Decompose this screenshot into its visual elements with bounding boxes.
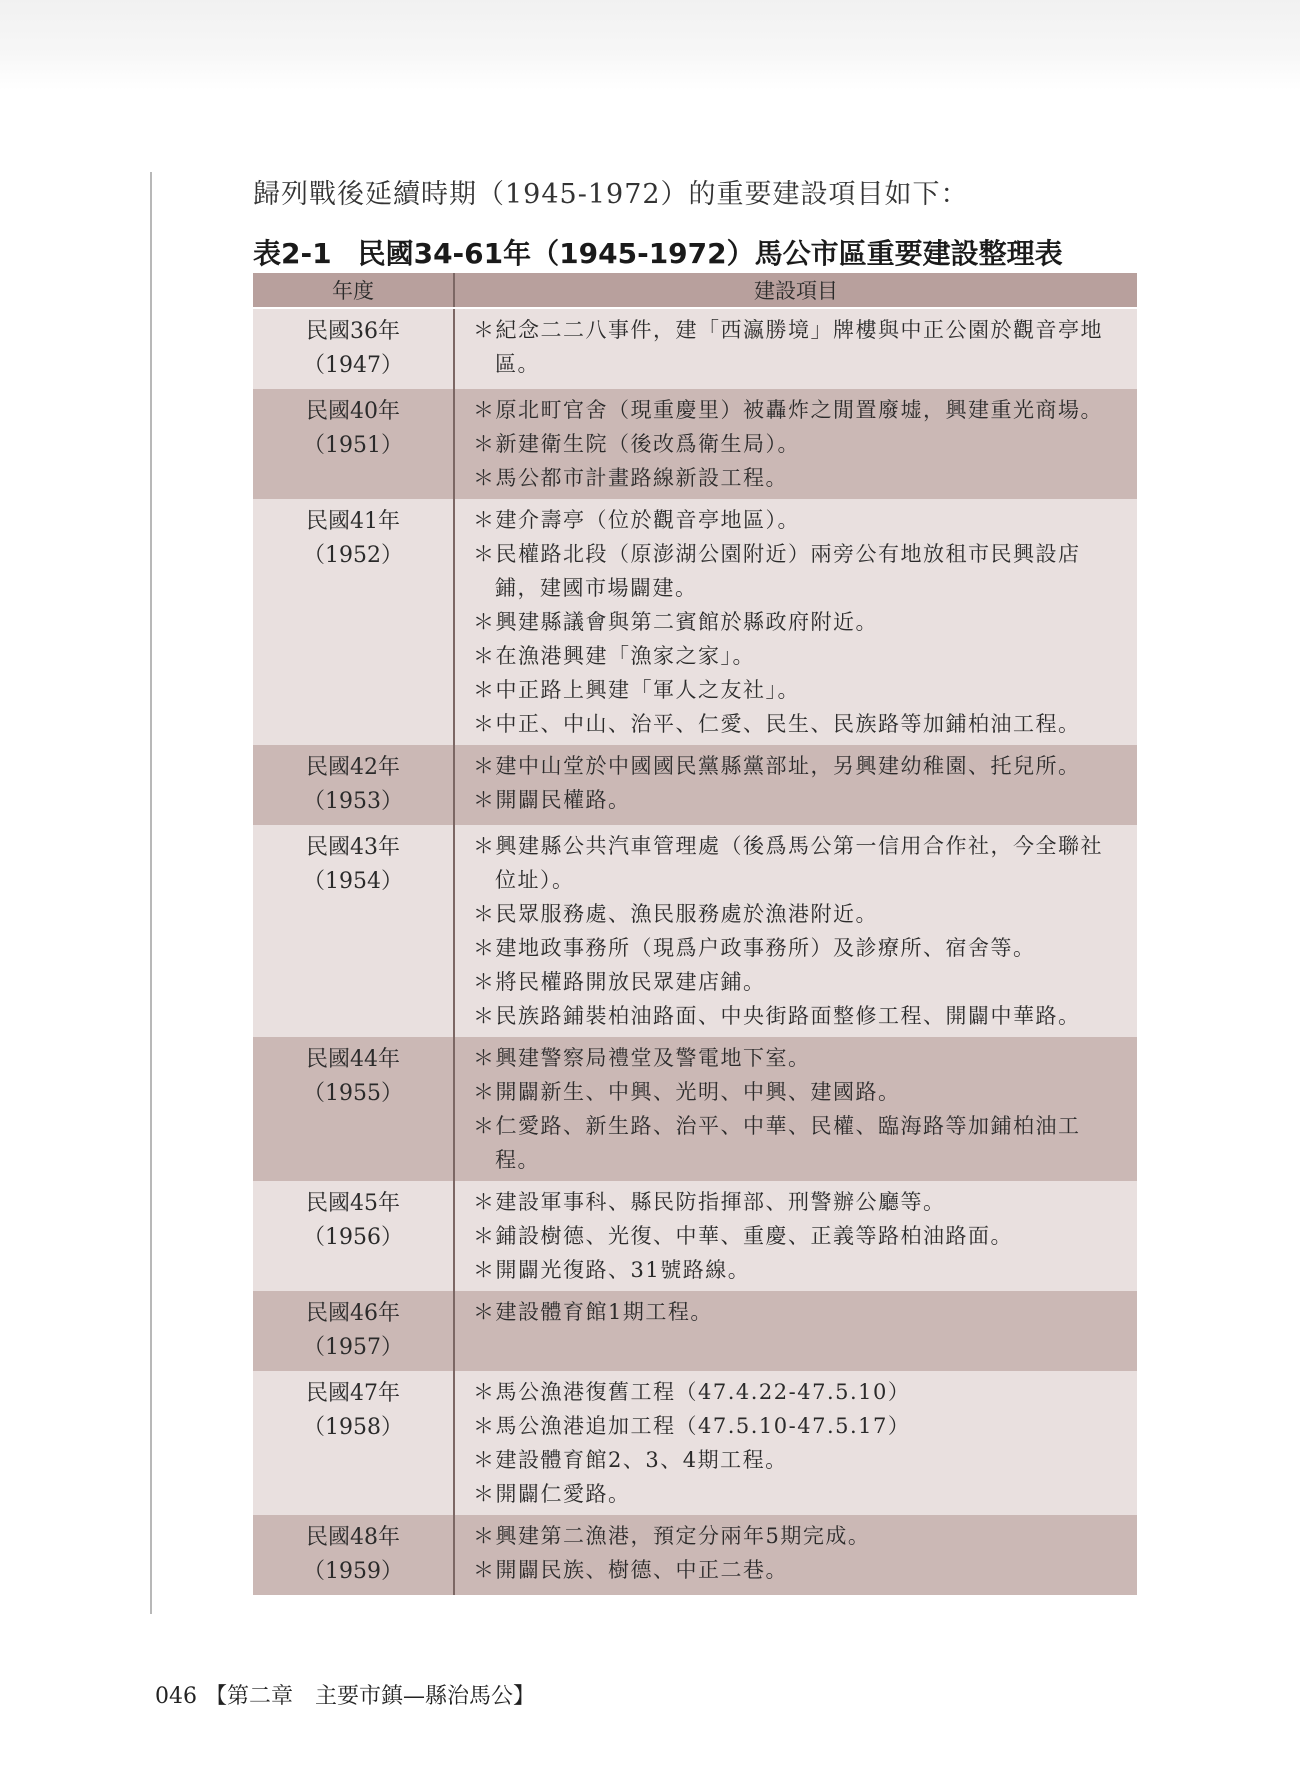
roc-year: 民國46年 xyxy=(306,1301,400,1326)
construction-item: ＊原北町官舍（現重慶里）被轟炸之閒置廢墟，興建重光商場。 xyxy=(473,398,1103,422)
roc-year: 民國45年 xyxy=(306,1191,400,1216)
construction-item: ＊中正、中山、治平、仁愛、民生、民族路等加鋪柏油工程。 xyxy=(473,712,1081,736)
year-cell xyxy=(253,825,453,1037)
construction-item: ＊興建縣公共汽車管理處（後爲馬公第一信用合作社，今全聯社位址）。 xyxy=(473,834,1103,892)
year-cell xyxy=(253,389,453,499)
ad-year: （1956） xyxy=(303,1225,403,1250)
construction-item: ＊民權路北段（原澎湖公園附近）兩旁公有地放租市民興設店鋪，建國市場闢建。 xyxy=(473,542,1081,600)
page-number: 046 xyxy=(155,1684,197,1709)
items-cell xyxy=(453,389,1137,499)
construction-item: ＊開闢民族、樹德、中正二巷。 xyxy=(473,1558,788,1582)
table-row xyxy=(253,1371,1137,1515)
header-items: 建設項目 xyxy=(453,273,1137,307)
ad-year: （1958） xyxy=(303,1415,403,1440)
roc-year: 民國48年 xyxy=(306,1525,400,1550)
ad-year: （1955） xyxy=(303,1081,403,1106)
construction-item: ＊鋪設樹德、光復、中華、重慶、正義等路柏油路面。 xyxy=(473,1224,1013,1248)
margin-rule xyxy=(150,172,152,1614)
table-row xyxy=(253,1515,1137,1595)
table-number: 表2-1 xyxy=(253,237,332,270)
construction-item: ＊馬公漁港復舊工程（47.4.22-47.5.10） xyxy=(473,1380,911,1404)
table-row xyxy=(253,1291,1137,1371)
items-cell xyxy=(453,1037,1137,1181)
ad-year: （1951） xyxy=(303,433,403,458)
year-cell xyxy=(253,1371,453,1515)
header-year: 年度 xyxy=(332,279,374,303)
ad-year: （1953） xyxy=(303,789,403,814)
construction-item: ＊建介壽亭（位於觀音亭地區）。 xyxy=(473,508,800,532)
year-cell xyxy=(253,499,453,745)
construction-item: ＊新建衛生院（後改爲衛生局）。 xyxy=(473,432,800,456)
items-cell xyxy=(453,1181,1137,1291)
table-row xyxy=(253,825,1137,1037)
construction-item: ＊開闢新生、中興、光明、中興、建國路。 xyxy=(473,1080,901,1104)
construction-item: ＊馬公漁港追加工程（47.5.10-47.5.17） xyxy=(473,1414,911,1438)
table-header xyxy=(253,273,1137,309)
year-cell xyxy=(253,1181,453,1291)
items-cell xyxy=(453,1291,1137,1371)
construction-item: ＊馬公都市計畫路線新設工程。 xyxy=(473,466,788,490)
year-cell xyxy=(253,1291,453,1371)
roc-year: 民國36年 xyxy=(306,319,400,344)
construction-item: ＊民族路鋪裝柏油路面、中央街路面整修工程、開闢中華路。 xyxy=(473,1004,1081,1028)
construction-item: ＊將民權路開放民眾建店鋪。 xyxy=(473,970,766,994)
construction-item: ＊開闢仁愛路。 xyxy=(473,1482,631,1506)
ad-year: （1952） xyxy=(303,543,403,568)
table-title: 民國34-61年（1945-1972）馬公市區重要建設整理表 xyxy=(357,237,1063,270)
construction-table xyxy=(253,273,1137,1595)
ad-year: （1957） xyxy=(303,1335,403,1360)
construction-item: ＊開闢光復路、31號路線。 xyxy=(473,1258,751,1282)
construction-item: ＊建設軍事科、縣民防指揮部、刑警辦公廳等。 xyxy=(473,1190,946,1214)
chapter-label: 【第二章 主要市鎮—縣治馬公】 xyxy=(205,1684,536,1709)
roc-year: 民國42年 xyxy=(306,755,400,780)
construction-item: ＊建設體育館1期工程。 xyxy=(473,1300,713,1324)
construction-item: ＊建設體育館2、3、4期工程。 xyxy=(473,1448,788,1472)
items-cell xyxy=(453,1515,1137,1595)
items-cell xyxy=(453,499,1137,745)
ad-year: （1954） xyxy=(303,869,403,894)
construction-item: ＊建中山堂於中國國民黨縣黨部址，另興建幼稚園、托兒所。 xyxy=(473,754,1081,778)
ad-year: （1947） xyxy=(303,353,403,378)
year-cell xyxy=(253,745,453,825)
construction-item: ＊中正路上興建「軍人之友社」。 xyxy=(473,678,800,702)
table-row xyxy=(253,1037,1137,1181)
table-row xyxy=(253,745,1137,825)
items-cell xyxy=(453,825,1137,1037)
table-row xyxy=(253,389,1137,499)
construction-item: ＊在漁港興建「漁家之家」。 xyxy=(473,644,755,668)
table-body xyxy=(253,309,1137,1595)
construction-item: ＊紀念二二八事件，建「西瀛勝境」牌樓與中正公園於觀音亭地區。 xyxy=(473,318,1103,376)
construction-item: ＊興建第二漁港，預定分兩年5期完成。 xyxy=(473,1524,871,1548)
items-cell xyxy=(453,309,1137,389)
table-row xyxy=(253,1181,1137,1291)
year-cell xyxy=(253,1515,453,1595)
year-cell xyxy=(253,1037,453,1181)
construction-item: ＊建地政事務所（現爲户政事務所）及診療所、宿舍等。 xyxy=(473,936,1036,960)
top-shade xyxy=(0,0,1300,90)
intro-paragraph: 歸列戰後延續時期（1945-1972）的重要建設項目如下： xyxy=(253,179,969,210)
construction-item: ＊興建警察局禮堂及警電地下室。 xyxy=(473,1046,811,1070)
roc-year: 民國43年 xyxy=(306,835,400,860)
year-cell xyxy=(253,309,453,389)
construction-item: ＊興建縣議會與第二賓館於縣政府附近。 xyxy=(473,610,878,634)
construction-item: ＊開闢民權路。 xyxy=(473,788,631,812)
items-cell xyxy=(453,745,1137,825)
roc-year: 民國41年 xyxy=(306,509,400,534)
construction-item: ＊仁愛路、新生路、治平、中華、民權、臨海路等加鋪柏油工程。 xyxy=(473,1114,1081,1172)
table-caption xyxy=(253,232,1063,272)
roc-year: 民國40年 xyxy=(306,399,400,424)
roc-year: 民國47年 xyxy=(306,1381,400,1406)
construction-item: ＊民眾服務處、漁民服務處於漁港附近。 xyxy=(473,902,878,926)
table-row xyxy=(253,499,1137,745)
ad-year: （1959） xyxy=(303,1559,403,1584)
page-footer xyxy=(155,1679,535,1710)
items-cell xyxy=(453,1371,1137,1515)
roc-year: 民國44年 xyxy=(306,1047,400,1072)
table-row xyxy=(253,309,1137,389)
